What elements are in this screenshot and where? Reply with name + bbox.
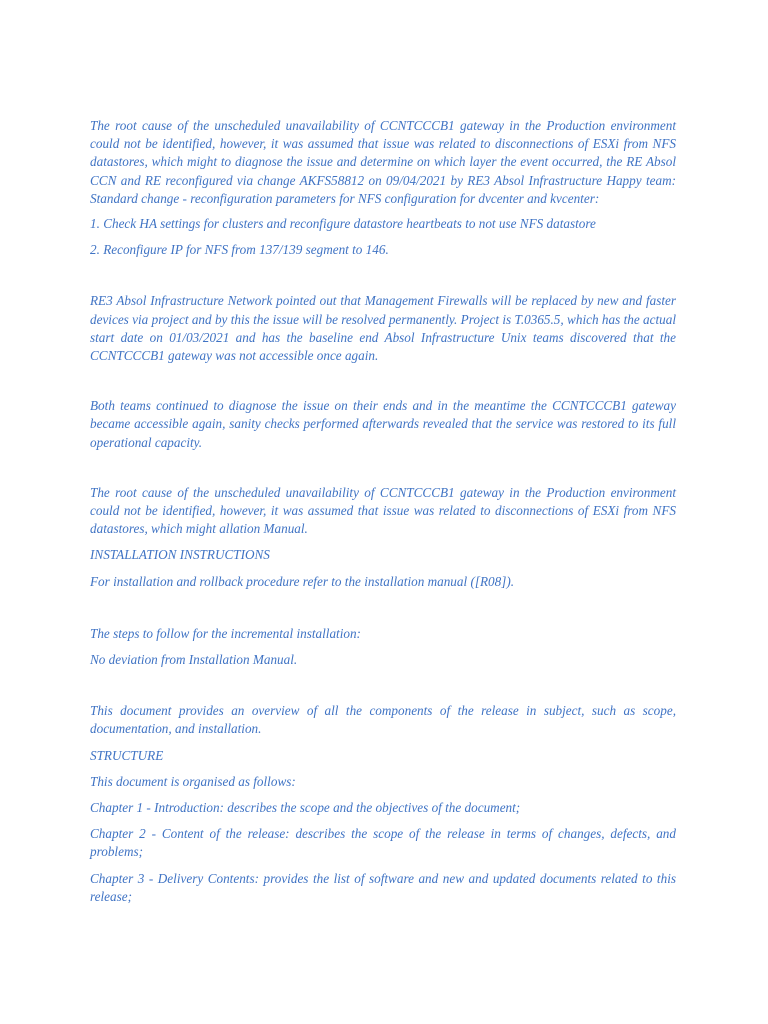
paragraph-both-teams: Both teams continued to diagnose the issue on their ends and in the meantime the CCNTCCCB1 gateway became accessible again, sanity checks performed afterwards revealed that the service was restored to its full operational capacity.: [90, 398, 676, 450]
paragraph-document-overview: This document provides an overview of all the components of the release in subject, such as scope, documentation, and installation.: [90, 703, 676, 737]
paragraph-organised-as-follows: This document is organised as follows:: [90, 773, 296, 789]
list-item-chapter-2: Chapter 2 - Content of the release: describes the scope of the release in terms of changes, defects, and problems;: [90, 826, 676, 860]
list-item-chapter-3: Chapter 3 - Delivery Contents: provides the list of software and new and updated documents related to this release;: [90, 870, 676, 904]
heading-installation-instructions: INSTALLATION INSTRUCTIONS: [90, 547, 270, 563]
paragraph-installation-manual: For installation and rollback procedure refer to the installation manual ([R08]).: [90, 573, 515, 589]
paragraph-root-cause-1: The root cause of the unscheduled unavailability of CCNTCCCB1 gateway in the Production environment could not be identified, however, it was assumed that issue was related to disconnections of ESXi from NFS datastores, which might to diagnose the issue and determine on which layer the event occurred, the RE Absol CCN and RE reconfigured via change AKFS58812 on 09/04/2021 by RE3 Absol Infrastructure Happy team: Standard change - reconfiguration parameters for NFS configuration for dvcenter and kvcenter:: [90, 118, 676, 206]
paragraph-incremental-steps: The steps to follow for the incremental installation:: [90, 625, 361, 641]
heading-structure: STRUCTURE: [90, 747, 164, 763]
paragraph-root-cause-2: The root cause of the unscheduled unavailability of CCNTCCCB1 gateway in the Production environment could not be identified, however, it was assumed that issue was related to disconnections of ESXi from NFS datastores, which might allation Manual.: [90, 484, 676, 537]
paragraph-network-firewalls: RE3 Absol Infrastructure Network pointed out that Management Firewalls will be replaced by new and faster devices via project and by this the issue will be resolved permanently. Project is T.0365.5, which has the actual start date on 01/03/2021 and has the baseline end Absol Infrastructure Unix teams discovered that the CCNTCCCB1 gateway was not accessible once again.: [90, 293, 676, 364]
paragraph-no-deviation: No deviation from Installation Manual.: [90, 652, 298, 668]
list-item-reconfigure-ip: 2. Reconfigure IP for NFS from 137/139 segment to 146.: [90, 242, 389, 258]
list-item-chapter-1: Chapter 1 - Introduction: describes the scope and the objectives of the document;: [90, 800, 521, 816]
document-page: [90, 117, 676, 906]
list-item-ha-settings: 1. Check HA settings for clusters and reconfigure datastore heartbeats to not use NFS datastore: [90, 216, 596, 232]
